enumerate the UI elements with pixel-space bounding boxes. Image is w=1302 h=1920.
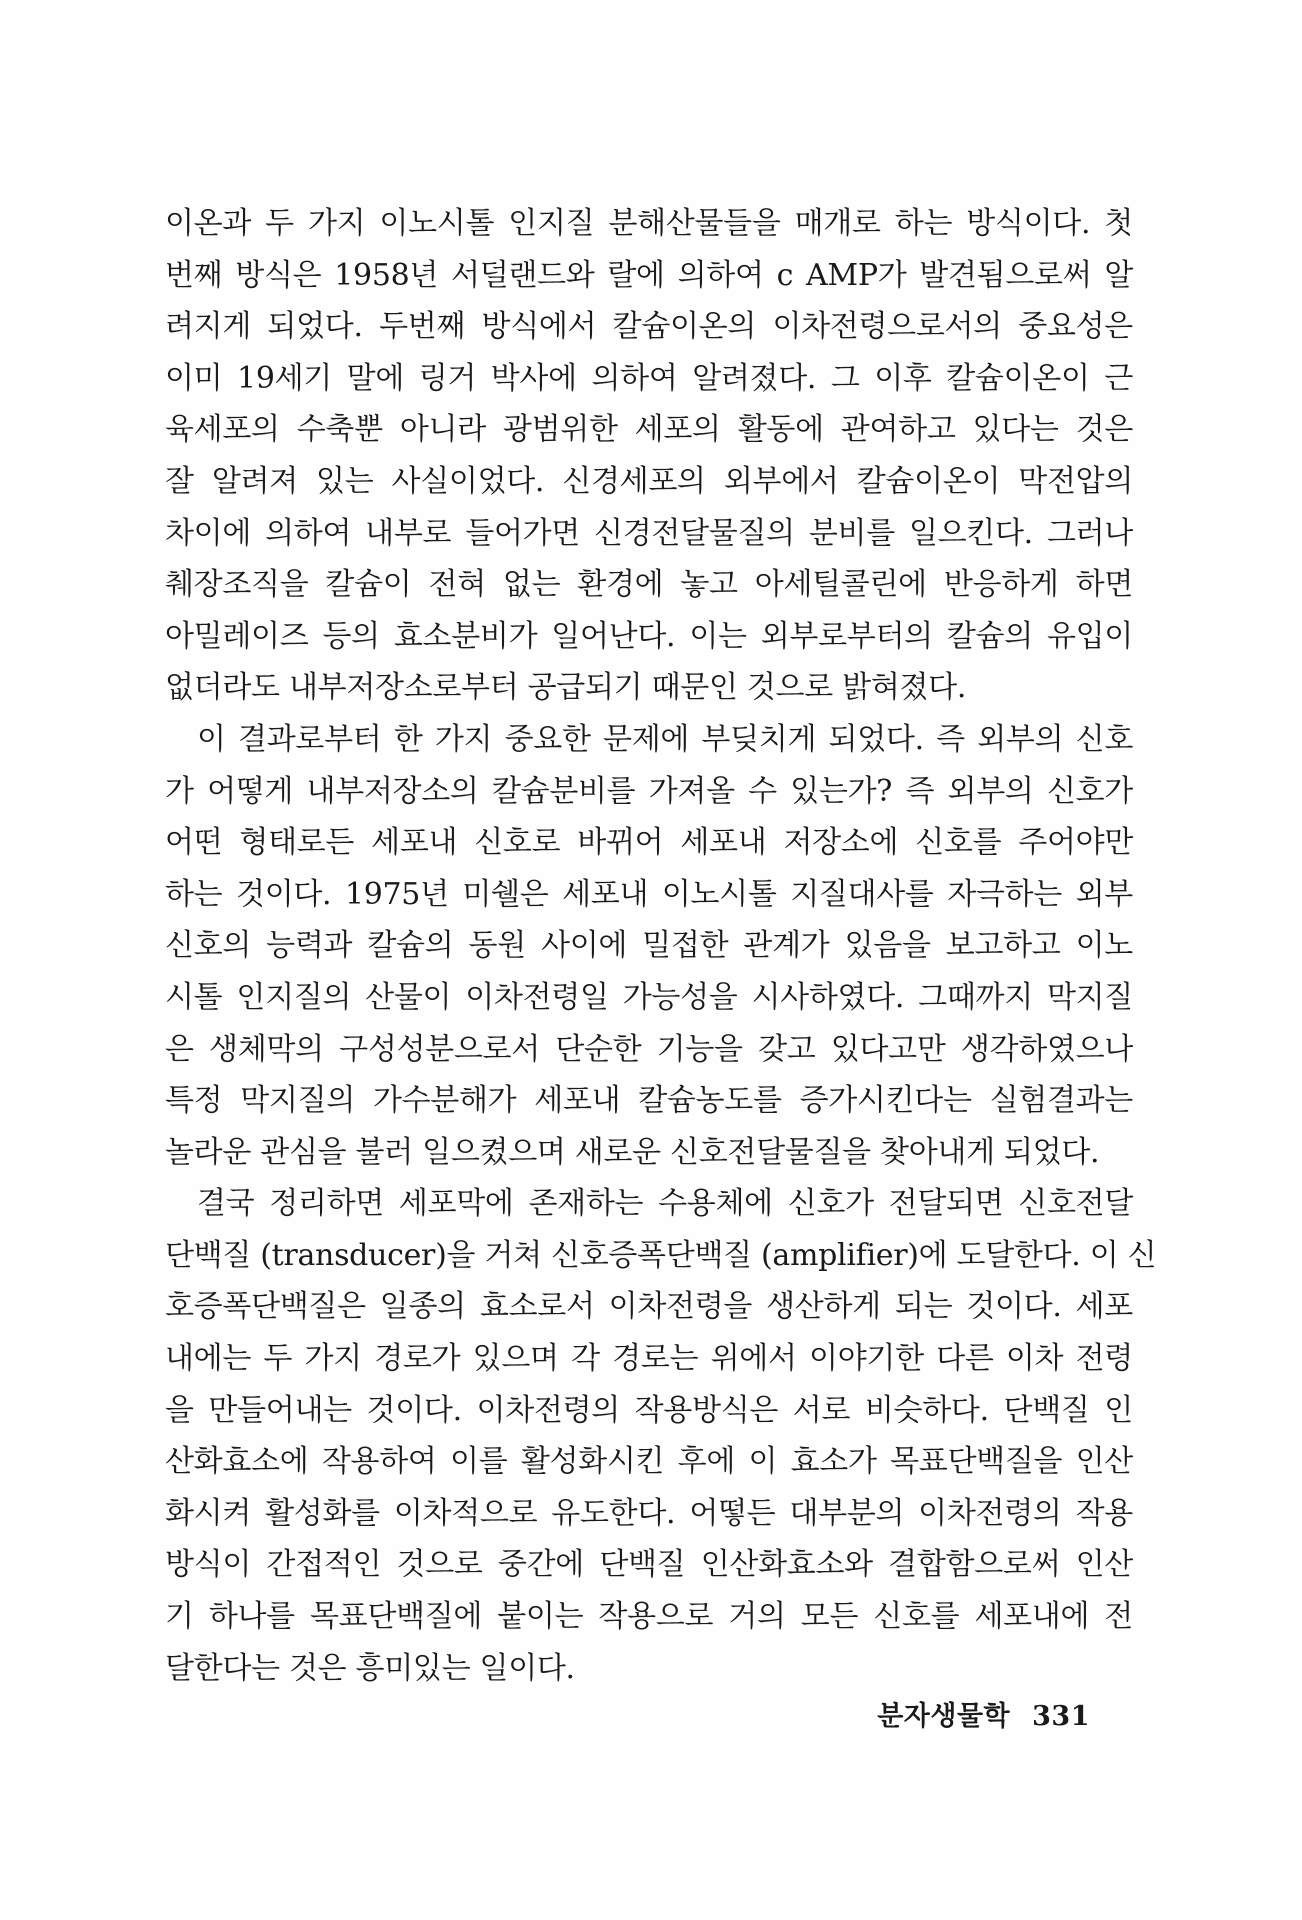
text-line: 달한다는 것은 흥미있는 일이다.: [165, 1650, 575, 1686]
text-line: 이온과 두 가지 이노시톨 인지질 분해산물들을 매개로 하는 방식이다. 첫: [165, 206, 1133, 241]
text-line: 번째 방식은 1958년 서덜랜드와 랄에 의하여 c AMP가 발견됨으로써 알: [165, 257, 1133, 293]
text-line: 어떤 형태로든 세포내 신호로 바뀌어 세포내 저장소에 신호를 주어야만: [165, 825, 1133, 861]
page-footer: [877, 1694, 1090, 1733]
text-line: 하는 것이다. 1975년 미쉘은 세포내 이노시톨 지질대사를 자극하는 외부: [165, 876, 1133, 912]
text-line: 잘 알려져 있는 사실이었다. 신경세포의 외부에서 칼슘이온이 막전압의: [165, 463, 1133, 499]
text-line: 을 만들어내는 것이다. 이차전령의 작용방식은 서로 비슷하다. 단백질 인: [165, 1392, 1133, 1428]
text-line: 없더라도 내부저장소로부터 공급되기 때문인 것으로 밝혀졌다.: [165, 670, 967, 706]
text-line: 방식이 간접적인 것으로 중간에 단백질 인산화효소와 결합함으로써 인산: [165, 1547, 1133, 1583]
text-line: 내에는 두 가지 경로가 있으며 각 경로는 위에서 이야기한 다른 이차 전령: [165, 1341, 1133, 1377]
text-line: 신호의 능력과 칼슘의 동원 사이에 밀접한 관계가 있음을 보고하고 이노: [165, 928, 1133, 964]
text-line: 특정 막지질의 가수분해가 세포내 칼슘농도를 증가시킨다는 실험결과는: [165, 1083, 1133, 1119]
text-line: 췌장조직을 칼슘이 전혀 없는 환경에 놓고 아세틸콜린에 반응하게 하면: [165, 567, 1133, 603]
text-line: 이미 19세기 말에 링거 박사에 의하여 알려졌다. 그 이후 칼슘이온이 근: [165, 360, 1133, 396]
text-line: 놀라운 관심을 불러 일으켰으며 새로운 신호전달물질을 찾아내게 되었다.: [165, 1134, 1100, 1170]
text-line: 호증폭단백질은 일종의 효소로서 이차전령을 생산하게 되는 것이다. 세포: [165, 1289, 1133, 1325]
text-line: 은 생체막의 구성성분으로서 단순한 기능을 갖고 있다고만 생각하였으나: [165, 1031, 1133, 1067]
text-line: 시톨 인지질의 산물이 이차전령일 가능성을 시사하였다. 그때까지 막지질: [165, 979, 1133, 1015]
text-line: 아밀레이즈 등의 효소분비가 일어난다. 이는 외부로부터의 칼슘의 유입이: [165, 618, 1133, 654]
text-line: 화시켜 활성화를 이차적으로 유도한다. 어떻든 대부분의 이차전령의 작용: [165, 1495, 1133, 1531]
page-number: 331: [1032, 1701, 1090, 1732]
text-line: 가 어떻게 내부저장소의 칼슘분비를 가져올 수 있는가? 즉 외부의 신호가: [165, 773, 1133, 809]
text-line: 차이에 의하여 내부로 들어가면 신경전달물질의 분비를 일으킨다. 그러나: [165, 515, 1133, 551]
text-line: 산화효소에 작용하여 이를 활성화시킨 후에 이 효소가 목표단백질을 인산: [165, 1444, 1133, 1480]
running-section-title: 분자생물학: [877, 1701, 1011, 1732]
body-text: [165, 198, 1157, 1694]
text-line: 결국 정리하면 세포막에 존재하는 수용체에 신호가 전달되면 신호전달: [197, 1186, 1133, 1222]
text-line: 기 하나를 목표단백질에 붙이는 작용으로 거의 모든 신호를 세포내에 전: [165, 1599, 1133, 1635]
text-line: 단백질 (transducer)을 거쳐 신호증폭단백질 (amplifier)에 도달한다. 이 신: [165, 1237, 1157, 1273]
text-line: 려지게 되었다. 두번째 방식에서 칼슘이온의 이차전령으로서의 중요성은: [165, 309, 1133, 345]
text-line: 이 결과로부터 한 가지 중요한 문제에 부딪치게 되었다. 즉 외부의 신호: [197, 721, 1133, 757]
text-line: 육세포의 수축뿐 아니라 광범위한 세포의 활동에 관여하고 있다는 것은: [165, 412, 1133, 448]
